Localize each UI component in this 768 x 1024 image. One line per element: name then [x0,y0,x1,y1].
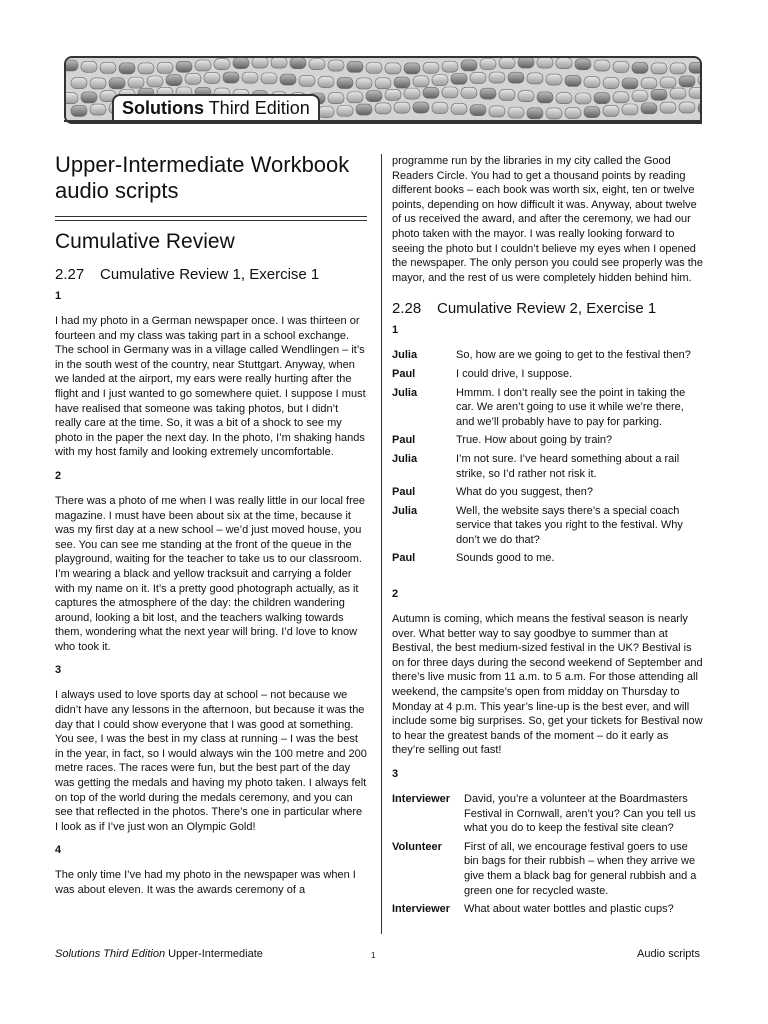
column-divider [381,154,382,934]
speaker-name: Volunteer [392,840,442,853]
banner-pill [195,60,211,71]
banner-pill [594,93,610,104]
dialogue-row [392,452,704,481]
banner-pill [71,78,87,89]
banner-pill [413,102,429,113]
banner-pill [176,61,192,72]
dialogue [392,792,704,917]
exercise-number: 2 [392,588,399,601]
banner-pill [157,62,173,73]
banner-pill [242,72,258,83]
continuation-paragraph: programme run by the libraries in my city called the Good Readers Circle. You had to get a thousand points by reading different books – each book was worth six, eight, ten or twelve points, depending on how difficult it was. Anyway, about twelve of us received the award, and after the ceremony, we had our photo taken with the mayor. I was really looking forward to seeing the photo but I couldn’t believe my eyes when I opened the newspaper. The only person you could see properly was the mayor, and the rest of us were completely hidden behind him. [392,155,704,284]
banner-pill [489,72,505,83]
banner-pill [651,63,667,74]
banner-pill [138,63,154,74]
banner-pill [204,72,220,83]
exercise-number: 3 [55,664,62,677]
speaker-name: Paul [392,367,416,380]
banner-pill [214,59,230,70]
exercise-number: 2 [55,469,62,482]
dialogue-row [392,902,704,917]
track-heading: 2.28 Cumulative Review 2, Exercise 1 [392,300,657,318]
banner-pill [689,87,700,98]
banner-pill [565,75,581,86]
title-rule [55,216,367,221]
banner-pill [318,77,334,88]
footer-left: Solutions Third Edition Upper-Intermediate [55,948,263,960]
speaker-name: Julia [392,504,418,517]
banner-pill [651,89,667,100]
banner-pill [147,76,163,87]
banner-pill [508,72,524,83]
speaker-name: Interviewer [392,903,451,916]
banner-pill [337,78,353,89]
speaker-name: Paul [392,486,416,499]
banner-pill [66,60,78,71]
banner-pill [100,62,116,73]
banner-pill [347,92,363,103]
banner-pill [584,77,600,88]
speaker-line: Hmmm. I don’t really see the point in taking the car. We aren’t going to use it while we’re there, and we’ll probably have to pay for parking. [456,386,686,428]
banner-pill [366,62,382,73]
banner-pill [565,108,581,119]
dialogue-row [392,348,704,363]
exercise-paragraph: The only time I’ve had my photo in the newspaper was when I was about eleven. It was the awards ceremony of a [55,869,356,896]
left-column [55,152,367,908]
banner-pill [233,58,249,69]
dialogue [392,348,704,566]
banner-pill [622,104,638,115]
speaker-name: Interviewer [392,793,451,805]
speaker-line: What about water bottles and plastic cups? [464,903,674,916]
banner-pill [128,77,144,88]
banner-pill [81,61,97,72]
banner-pill [480,59,496,70]
banner-pill [508,107,524,118]
banner-pill [394,77,410,88]
dialogue-row [392,840,704,898]
footer-right: Audio scripts [637,948,700,960]
banner-pill [670,88,686,99]
banner-pill [461,60,477,71]
banner-pill [66,93,78,104]
banner-pill [347,61,363,72]
banner-pill [670,63,686,74]
banner-pill [470,72,486,83]
banner-pill [613,61,629,72]
banner-pill [660,77,676,88]
exercise-paragraph: Autumn is coming, which means the festival season is nearly over. What better way to say goodbye to summer than at Bestival, the best medium-sized festival in the UK? Bestival is on for three days during the second weekend of September and there’s live music from 11 a.m. to 5 a.m. For those attending all weekend, the campsite’s open from midday on Thursday to Monday at 4 p.m. This year’s line-up is the best ever, and will include some big surprises. So, get your tickets for Bestival now to hear the greatest bands of the moment – do it early as they’re selling out fast! [392,613,703,757]
page-number: 1 [371,951,376,960]
banner-pill [366,91,382,102]
banner-pill [375,78,391,89]
banner-pill [679,76,695,87]
banner-pill [423,87,439,98]
banner-pill [480,88,496,99]
banner-pill [261,73,277,84]
banner-pill [603,78,619,89]
banner-pill [584,107,600,118]
speaker-line: What do you suggest, then? [456,486,593,499]
banner-pill [413,76,429,87]
dialogue-row [392,433,704,448]
banner-pill [660,102,676,113]
banner-pill [499,89,515,100]
dialogue-row [392,386,704,430]
banner-pill [594,60,610,71]
speaker-name: Paul [392,434,416,447]
banner-pill [527,108,543,119]
speaker-line: Sounds good to me. [456,552,555,565]
banner-pill [328,93,344,104]
banner-pill [309,59,325,70]
banner-pill [271,58,287,68]
banner-pill [81,92,97,103]
banner-pill [290,58,306,69]
dialogue-row [392,367,704,382]
speaker-name: Julia [392,386,418,399]
track-heading: 2.27 Cumulative Review 1, Exercise 1 [55,266,320,283]
banner-pill [185,73,201,84]
speaker-line: I could drive, I suppose. [456,367,573,380]
brand-title: Solutions Third Edition [122,98,310,118]
banner-pill [461,87,477,98]
speaker-line: True. How about going by train? [456,434,613,447]
banner-pill [252,58,268,68]
banner-pill [356,104,372,115]
banner-pill [679,102,695,113]
page-title: Upper-Intermediate Workbook audio scripts [55,152,350,203]
banner-pill [299,75,315,86]
banner-pill [546,108,562,119]
speaker-line: First of all, we encourage festival goers to use bin bags for their rubbish – when they arrive we give them a black bag for general rubbish and a green one for recycled waste. [464,840,697,897]
banner-pill [632,62,648,73]
banner-pill [442,61,458,72]
speaker-name: Julia [392,349,418,362]
speaker-line: David, you’re a volunteer at the Boardmasters Festival in Cornwall, aren’t you? Can you tell us what you do to keep the festival site clean? [464,793,696,835]
banner-pill [527,73,543,84]
banner-pill [356,78,372,89]
banner-pill [442,87,458,98]
banner-pill [575,93,591,104]
speaker-line: Well, the website says there’s a special coach service that takes you right to the festival. Why don’t we do that? [456,504,683,546]
banner-pill [375,103,391,114]
speaker-name: Paul [392,552,416,565]
banner-pill [622,78,638,89]
exercise-paragraph: There was a photo of me when I was really little in our local free magazine. I must have been about six at the time, because it was my first day at a new school – we’d just moved house, you see. You can see me standing at the front of the queue in the playground, waiting for the teacher to take us to our classroom. I’m wearing a black and yellow tracksuit and carrying a folder with my name on it. It’s a pretty good photograph actually, as it captures the atmosphere of the day: the children wandering around, looking a bit lost, and the teachers walking towards them, wondering what the next year will bring. I’d love to know who took it. [55,494,365,653]
banner-pill [641,78,657,89]
banner-pill [404,63,420,74]
banner-pill [451,103,467,114]
banner-pill [423,62,439,73]
speaker-line: So, how are we going to get to the festival then? [456,349,691,362]
banner-pill [328,60,344,71]
banner-pill [432,75,448,86]
banner-pill [90,78,106,89]
right-column [392,154,704,927]
banner-pill [385,89,401,100]
banner-pill [90,104,106,115]
banner-pill [537,58,553,68]
banner-pill [119,63,135,74]
banner-pill [546,74,562,85]
banner-pill [489,106,505,117]
exercise-number: 1 [392,324,399,337]
banner-pill [518,91,534,102]
exercise-number: 1 [55,290,62,302]
banner-pill [451,73,467,84]
speaker-line: I’m not sure. I’ve heard something about a rail strike, so I’d rather not risk it. [456,452,680,480]
banner-pill [385,63,401,74]
exercise-number: 3 [392,768,399,780]
banner-pill [394,102,410,113]
dialogue-row [392,485,704,500]
banner-pill [280,74,296,85]
banner-pill [499,58,515,69]
banner-baseline [64,120,700,122]
speaker-name: Julia [392,452,418,465]
exercise-number: 4 [55,844,62,857]
banner-pill [223,72,239,83]
banner-pill [603,105,619,116]
banner-pill [432,102,448,113]
banner-pill [470,105,486,116]
dialogue-row [392,504,704,548]
banner-pill [556,93,572,104]
banner-pill [518,58,534,68]
banner-pill [556,58,572,69]
section-heading: Cumulative Review [55,230,235,253]
banner-pill [632,91,648,102]
banner-pill [166,75,182,86]
banner-pill [109,78,125,89]
banner-pill [689,62,700,73]
banner-pill [575,59,591,70]
banner-pill [337,105,353,116]
exercise-paragraph: I had my photo in a German newspaper once. I was thirteen or fourteen and my class was taking part in a school exchange. The school in Germany was in a village called Wendlingen – it’s in the south west of the country, near Stuttgart. Anyway, when we landed at the airport, my ears were really hurting after the flight and I just wanted to go somewhere quiet. I suppose I must have realised that someone was taking photos, but I didn’t really care at the time. So, it was a bit of a shock to see my photo in the paper the next day. In the photo, I’m shaking hands with my host family and looking extremely uncomfortable. [55,315,366,459]
left-items [55,290,367,898]
exercise-paragraph: I always used to love sports day at school – not because we didn’t have any lessons in the afternoon, but because it was the day that I could show everyone that I was good at something. You see, I was the best in my class at running – I was the best in the year, in fact, so I would always win the 100 metre and 200 metre races. The races were fun, but the best part of the day was getting the medals and having my photo taken. I always felt on top of the world during the medals ceremony, and you can see that reflected in the photos. There’s one in particular where I look as if I’ve just won an Olympic Gold! [55,689,367,833]
banner-pill [318,107,334,118]
dialogue-row [392,551,704,566]
banner-pill [71,105,87,116]
dialogue-row [392,792,704,836]
banner-pill [641,103,657,114]
banner-pill [537,92,553,103]
banner-pill [613,92,629,103]
banner-pill [404,88,420,99]
